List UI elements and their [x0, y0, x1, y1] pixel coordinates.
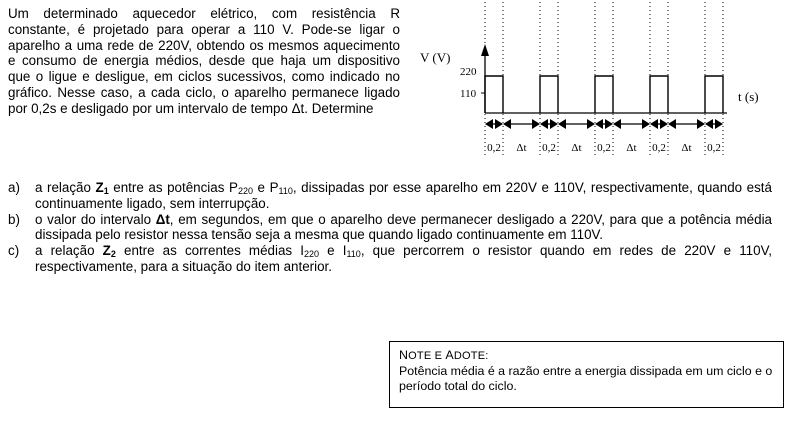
- item-c: [8, 243, 772, 275]
- voltage-pulses: [485, 76, 723, 113]
- interval-label: 0,2: [542, 142, 556, 154]
- interval-arrow: [503, 119, 540, 129]
- interval-label: Δt: [571, 142, 582, 154]
- pulse: [705, 76, 723, 113]
- interval-label: 0,2: [487, 142, 501, 154]
- problem-intro: [8, 6, 400, 117]
- interval-arrows: [485, 119, 723, 129]
- y-tick-220: 220: [460, 66, 477, 78]
- y-tick-110: 110: [460, 88, 477, 100]
- dotted-gridlines: [485, 2, 723, 158]
- interval-arrow: [595, 119, 613, 129]
- interval-label: 0,2: [652, 142, 666, 154]
- note-title: NOTE E ADOTE:: [399, 348, 489, 362]
- interval-arrow: [558, 119, 595, 129]
- note-text: Potência média é a razão entre a energia dissipada em um ciclo e o período total do ciclo.: [399, 364, 773, 393]
- intro-text: Um determinado aquecedor elétrico, com resistência R constante, é projetado para operar a 110 V. Pode-se ligar o aparelho a uma rede de 220V, obtendo os mesmos aquecimento e consumo de energia médios, desde que haja um dispositivo que o ligue e desligue, em ciclos sucessivos, como indicado no gráfico. Nesse caso, a cada ciclo, o aparelho permanece ligado por 0,2s e desligado por um intervalo de tempo Δt. Determine: [8, 6, 400, 116]
- interval-labels: [487, 142, 721, 154]
- item-text: o valor do intervalo Δt, em segundos, em que o aparelho deve permanecer desligado a 220V, para que a potência média dissipada pelo resistor nessa tensão seja a mesma que quando ligado continuamente em 110V.: [35, 211, 772, 243]
- pulse: [485, 76, 503, 113]
- item-a: [8, 180, 772, 212]
- interval-arrow: [705, 119, 723, 129]
- interval-arrow: [650, 119, 668, 129]
- item-label: a): [8, 180, 20, 195]
- interval-label: Δt: [681, 142, 692, 154]
- item-label: c): [8, 243, 20, 259]
- pulse: [650, 76, 668, 113]
- interval-label: Δt: [626, 142, 637, 154]
- item-text: a relação $Z_2$ entre as correntes médias $I_{220}$ e $I_{110}$, que percorrem o resistor quando em redes de 220V e 110V, respectivamente, para a situação do item anterior.: [35, 243, 772, 274]
- y-axis-arrow: [481, 44, 489, 56]
- item-label: b): [8, 211, 20, 227]
- voltage-time-graph: [412, 0, 777, 160]
- interval-arrow: [540, 119, 558, 129]
- item-text: a relação $Z_1$ entre as potências $P_{220}$ e $P_{110}$, dissipadas por esse aparelho em 220V e 110V, respectivamente, quando está continuamente ligado, sem interrupção.: [35, 180, 772, 211]
- pulse: [540, 76, 558, 113]
- interval-arrow: [668, 119, 705, 129]
- interval-label: 0,2: [597, 142, 611, 154]
- interval-arrow: [613, 119, 650, 129]
- pulse: [595, 76, 613, 113]
- y-axis-label: V (V): [420, 50, 451, 65]
- item-b: [8, 212, 772, 244]
- interval-label: Δt: [516, 142, 527, 154]
- interval-label: 0,2: [707, 142, 721, 154]
- x-axis-label: t (s): [738, 89, 759, 104]
- question-items: [8, 180, 772, 275]
- interval-arrow: [485, 119, 503, 129]
- note-box: [389, 341, 784, 408]
